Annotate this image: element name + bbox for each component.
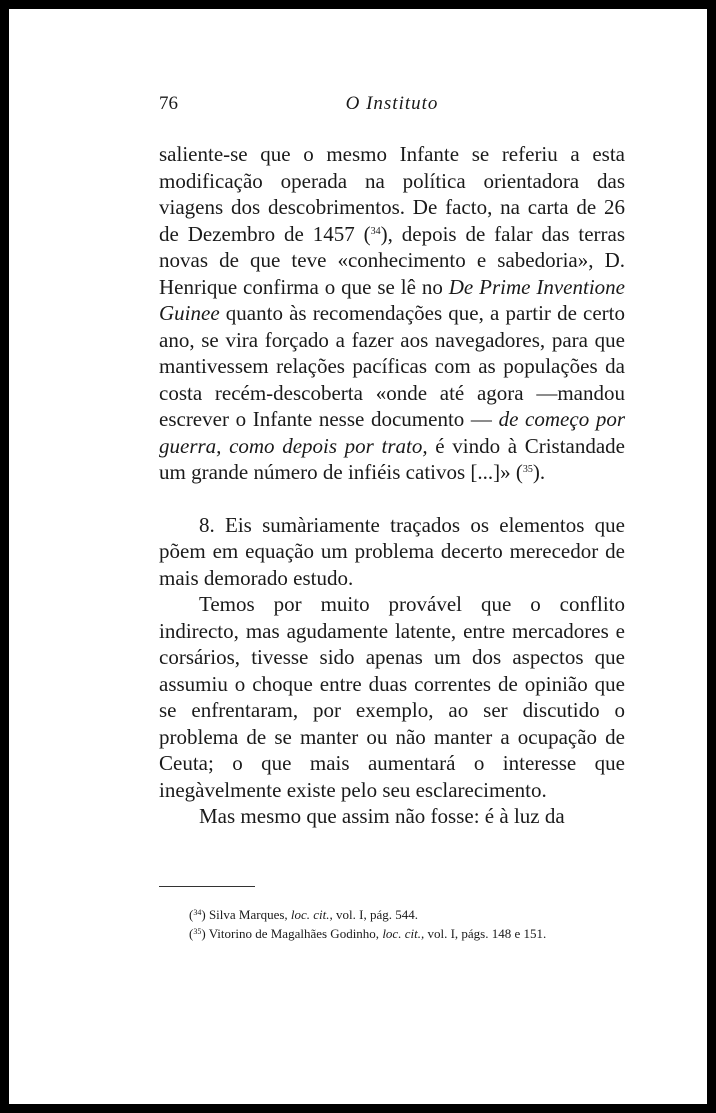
footnote-rest: vol. I, pág. 544. bbox=[336, 907, 419, 922]
footnote-author: Silva Marques, bbox=[208, 907, 288, 922]
footnote-ref-italic: loc. cit., bbox=[290, 907, 333, 922]
footnote-34: ($^{34}$) Silva Marques, loc. cit., vol. I, pág. 544. bbox=[189, 907, 419, 922]
page-number: 76 bbox=[159, 93, 178, 114]
footnote-number: 35 bbox=[193, 927, 202, 936]
footnote-author: Vitorino de Magalhães Godinho, bbox=[208, 926, 380, 941]
page-header bbox=[159, 93, 625, 123]
footnotes bbox=[159, 905, 625, 943]
book-page bbox=[9, 9, 707, 1104]
footnote-rest: vol. I, págs. 148 e 151. bbox=[427, 926, 547, 941]
paragraph-1-text-c: quanto às recomendações que, a partir de certo ano, se vira forçado a fazer aos navegadores, para que mantivessem relações pacíficas com as populações da costa recém-descoberta «onde até agora —mandou escrever o Infante nesse documento — bbox=[159, 301, 625, 431]
paragraph-3: Temos por muito provável que o conflito indirecto, mas agudamente latente, entre mercadores e corsários, tivesse sido apenas um dos aspectos que assumiu o choque entre duas correntes de opinião que se enfrentaram, por exemplo, ao ser discutido o problema de se manter ou não manter a ocupação de Ceuta; o que mais aumentará o interesse que inegàvelmente existe pelo seu esclarecimento. bbox=[159, 592, 625, 802]
body-text bbox=[159, 141, 625, 830]
paragraph-4: Mas mesmo que assim não fosse: é à luz da bbox=[199, 804, 565, 828]
paragraph-2: 8. Eis sumàriamente traçados os elementos que põem em equação um problema decerto merecedor de mais demorado estudo. bbox=[159, 512, 625, 590]
paragraph-1-text-d: é vindo à Cristandade um grande número de infiéis cativos [...]» ( bbox=[159, 433, 625, 484]
paragraph-1-text-e: ). bbox=[532, 460, 546, 484]
quote-italic: de começo por guerra, como depois por trato, bbox=[159, 407, 626, 458]
paragraph-1-text-a: saliente-se que o mesmo Infante se referiu a esta modificação operada na política orientadora das viagens dos descobrimentos. De facto, na carta de 26 de Dezembro de 1457 ( bbox=[159, 142, 625, 246]
paragraph-1 bbox=[159, 141, 625, 486]
running-title: O Instituto bbox=[345, 93, 439, 114]
footnote-divider bbox=[159, 886, 255, 887]
footnote-ref-35: 35 bbox=[522, 464, 533, 475]
footnote-ref-italic: loc. cit., bbox=[382, 926, 425, 941]
book-title-italic: De Prime Inventione Guinee bbox=[159, 274, 625, 325]
footnote-35: ($^{35}$) Vitorino de Magalhães Godinho, loc. cit., vol. I, págs. 148 e 151. bbox=[189, 926, 547, 941]
paragraph-1-text-b: ), depois de falar das terras novas de que teve «conhecimento e sabedoria», D. Henrique confirma o que se lê no bbox=[159, 221, 626, 299]
footnote-number: 34 bbox=[193, 908, 202, 917]
footnote-ref-34: 34 bbox=[370, 225, 381, 237]
